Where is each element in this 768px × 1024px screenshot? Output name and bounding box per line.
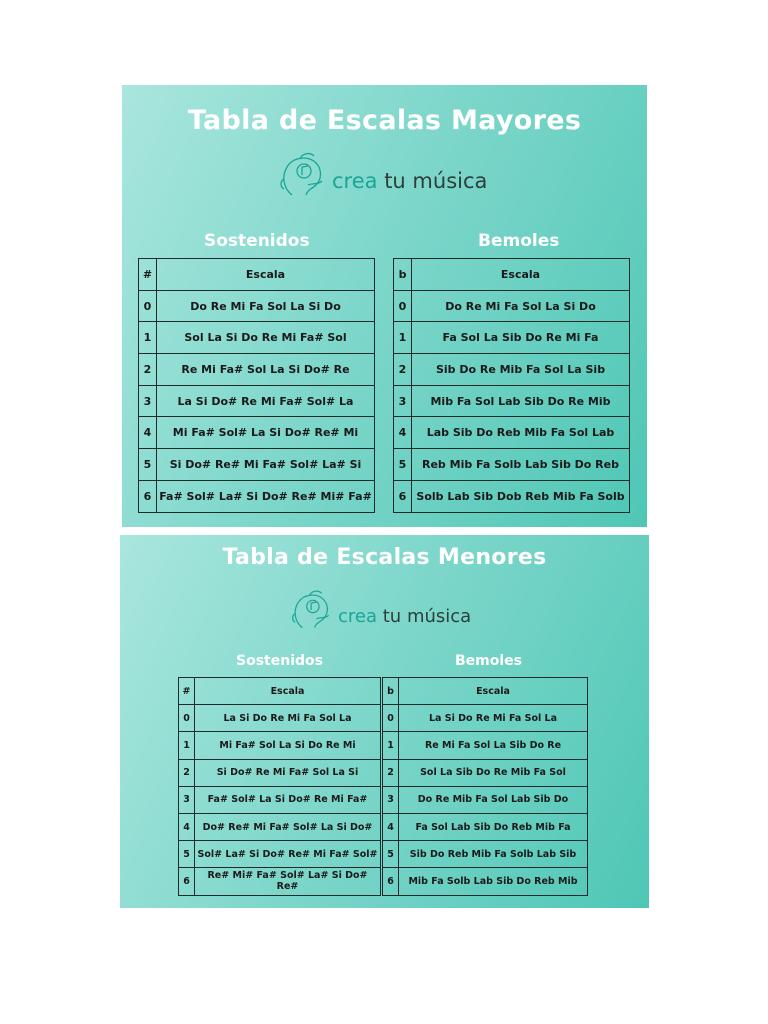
row-number: 2 — [139, 354, 157, 386]
logo-word-tu-musica: tu música — [382, 605, 472, 627]
table-row — [179, 813, 381, 840]
scale-notes: Fa Sol La Sib Do Re Mi Fa — [412, 322, 630, 354]
row-number: 6 — [139, 480, 157, 512]
table-row — [383, 732, 588, 759]
scale-notes: Re# Mi# Fa# Sol# La# Si Do# Re# — [195, 868, 381, 895]
logo-word-crea: crea — [332, 169, 378, 193]
minor-flats-label: Bemoles — [455, 653, 522, 669]
row-number: 4 — [383, 813, 399, 840]
table-row — [179, 759, 381, 786]
scale-notes: Sib Do Re Mib Fa Sol La Sib — [412, 354, 630, 386]
scale-notes: Mib Fa Solb Lab Sib Do Reb Mib — [399, 868, 588, 895]
table-row — [139, 385, 375, 417]
table-row — [383, 813, 588, 840]
table-header-row — [394, 259, 630, 291]
table-row — [179, 786, 381, 813]
crea-tu-musica-logo — [290, 587, 471, 633]
row-number: 5 — [383, 841, 399, 868]
row-number: 2 — [179, 759, 195, 786]
scale-notes: Reb Mib Fa Solb Lab Sib Do Reb — [412, 449, 630, 481]
scale-notes: Do# Re# Mi Fa# Sol# La Si Do# — [195, 813, 381, 840]
row-number: 1 — [139, 322, 157, 354]
row-number: 5 — [179, 841, 195, 868]
row-number: 4 — [394, 417, 412, 449]
row-number: 2 — [394, 354, 412, 386]
scale-notes: Sol La Sib Do Re Mib Fa Sol — [399, 759, 588, 786]
row-number: 3 — [179, 786, 195, 813]
scale-notes: La Si Do# Re Mi Fa# Sol# La — [157, 385, 375, 417]
major-sharps-label: Sostenidos — [204, 231, 310, 251]
crea-tu-musica-logo — [278, 149, 487, 201]
minor-sharps-label: Sostenidos — [236, 653, 323, 669]
table-header-row — [179, 678, 381, 705]
major-flats-table — [393, 258, 630, 513]
table-header-row — [139, 259, 375, 291]
table-row — [139, 354, 375, 386]
table-row — [383, 841, 588, 868]
row-number: 4 — [179, 813, 195, 840]
major-flats-label: Bemoles — [478, 231, 560, 251]
scale-notes: Fa# Sol# La# Si Do# Re# Mi# Fa# — [157, 480, 375, 512]
table-row — [383, 868, 588, 895]
header-flat-symbol: b — [383, 678, 399, 705]
row-number: 1 — [383, 732, 399, 759]
header-sharp-symbol: # — [179, 678, 195, 705]
musician-head-icon — [290, 587, 334, 633]
row-number: 3 — [394, 385, 412, 417]
table-row — [383, 759, 588, 786]
scale-notes: Sib Do Reb Mib Fa Solb Lab Sib — [399, 841, 588, 868]
table-row — [394, 449, 630, 481]
row-number: 3 — [383, 786, 399, 813]
scale-notes: Sol# La# Si Do# Re# Mi Fa# Sol# — [195, 841, 381, 868]
table-row — [394, 385, 630, 417]
table-row — [394, 417, 630, 449]
table-row — [139, 417, 375, 449]
row-number: 6 — [394, 480, 412, 512]
row-number: 1 — [179, 732, 195, 759]
table-row — [179, 705, 381, 732]
table-row — [394, 354, 630, 386]
table-row — [179, 868, 381, 895]
row-number: 6 — [179, 868, 195, 895]
scale-notes: Re Mi Fa# Sol La Si Do# Re — [157, 354, 375, 386]
major-scales-title: Tabla de Escalas Mayores — [187, 105, 582, 136]
table-row — [139, 290, 375, 322]
scale-notes: Fa# Sol# La Si Do# Re Mi Fa# — [195, 786, 381, 813]
row-number: 5 — [139, 449, 157, 481]
scale-notes: La Si Do Re Mi Fa Sol La — [399, 705, 588, 732]
row-number: 0 — [179, 705, 195, 732]
logo-word-tu-musica: tu música — [384, 169, 488, 193]
major-scales-card — [122, 85, 647, 527]
minor-flats-table — [382, 677, 588, 896]
header-sharp-symbol: # — [139, 259, 157, 291]
row-number: 5 — [394, 449, 412, 481]
row-number: 0 — [383, 705, 399, 732]
row-number: 2 — [383, 759, 399, 786]
scale-notes: Do Re Mi Fa Sol La Si Do — [157, 290, 375, 322]
table-row — [179, 841, 381, 868]
table-row — [394, 480, 630, 512]
scale-notes: Re Mi Fa Sol La Sib Do Re — [399, 732, 588, 759]
table-row — [394, 322, 630, 354]
table-row — [139, 480, 375, 512]
row-number: 0 — [139, 290, 157, 322]
header-scale: Escala — [412, 259, 630, 291]
scale-notes: Do Re Mib Fa Sol Lab Sib Do — [399, 786, 588, 813]
header-scale: Escala — [157, 259, 375, 291]
scale-notes: Si Do# Re Mi Fa# Sol La Si — [195, 759, 381, 786]
table-row — [383, 705, 588, 732]
minor-scales-card — [120, 535, 649, 908]
header-flat-symbol: b — [394, 259, 412, 291]
minor-sharps-table — [178, 677, 381, 896]
table-row — [179, 732, 381, 759]
musician-head-icon — [278, 149, 328, 201]
table-row — [383, 786, 588, 813]
scale-notes: Lab Sib Do Reb Mib Fa Sol Lab — [412, 417, 630, 449]
header-scale: Escala — [195, 678, 381, 705]
header-scale: Escala — [399, 678, 588, 705]
row-number: 4 — [139, 417, 157, 449]
scale-notes: Mi Fa# Sol La Si Do Re Mi — [195, 732, 381, 759]
scale-notes: La Si Do Re Mi Fa Sol La — [195, 705, 381, 732]
scale-notes: Mib Fa Sol Lab Sib Do Re Mib — [412, 385, 630, 417]
table-row — [139, 449, 375, 481]
scale-notes: Mi Fa# Sol# La Si Do# Re# Mi — [157, 417, 375, 449]
row-number: 6 — [383, 868, 399, 895]
row-number: 3 — [139, 385, 157, 417]
table-row — [139, 322, 375, 354]
row-number: 0 — [394, 290, 412, 322]
scale-notes: Solb Lab Sib Dob Reb Mib Fa Solb — [412, 480, 630, 512]
minor-scales-title: Tabla de Escalas Menores — [222, 545, 547, 570]
row-number: 1 — [394, 322, 412, 354]
major-sharps-table — [138, 258, 375, 513]
scale-notes: Do Re Mi Fa Sol La Si Do — [412, 290, 630, 322]
logo-word-crea: crea — [338, 605, 378, 627]
scale-notes: Fa Sol Lab Sib Do Reb Mib Fa — [399, 813, 588, 840]
table-header-row — [383, 678, 588, 705]
scale-notes: Si Do# Re# Mi Fa# Sol# La# Si — [157, 449, 375, 481]
table-row — [394, 290, 630, 322]
scale-notes: Sol La Si Do Re Mi Fa# Sol — [157, 322, 375, 354]
